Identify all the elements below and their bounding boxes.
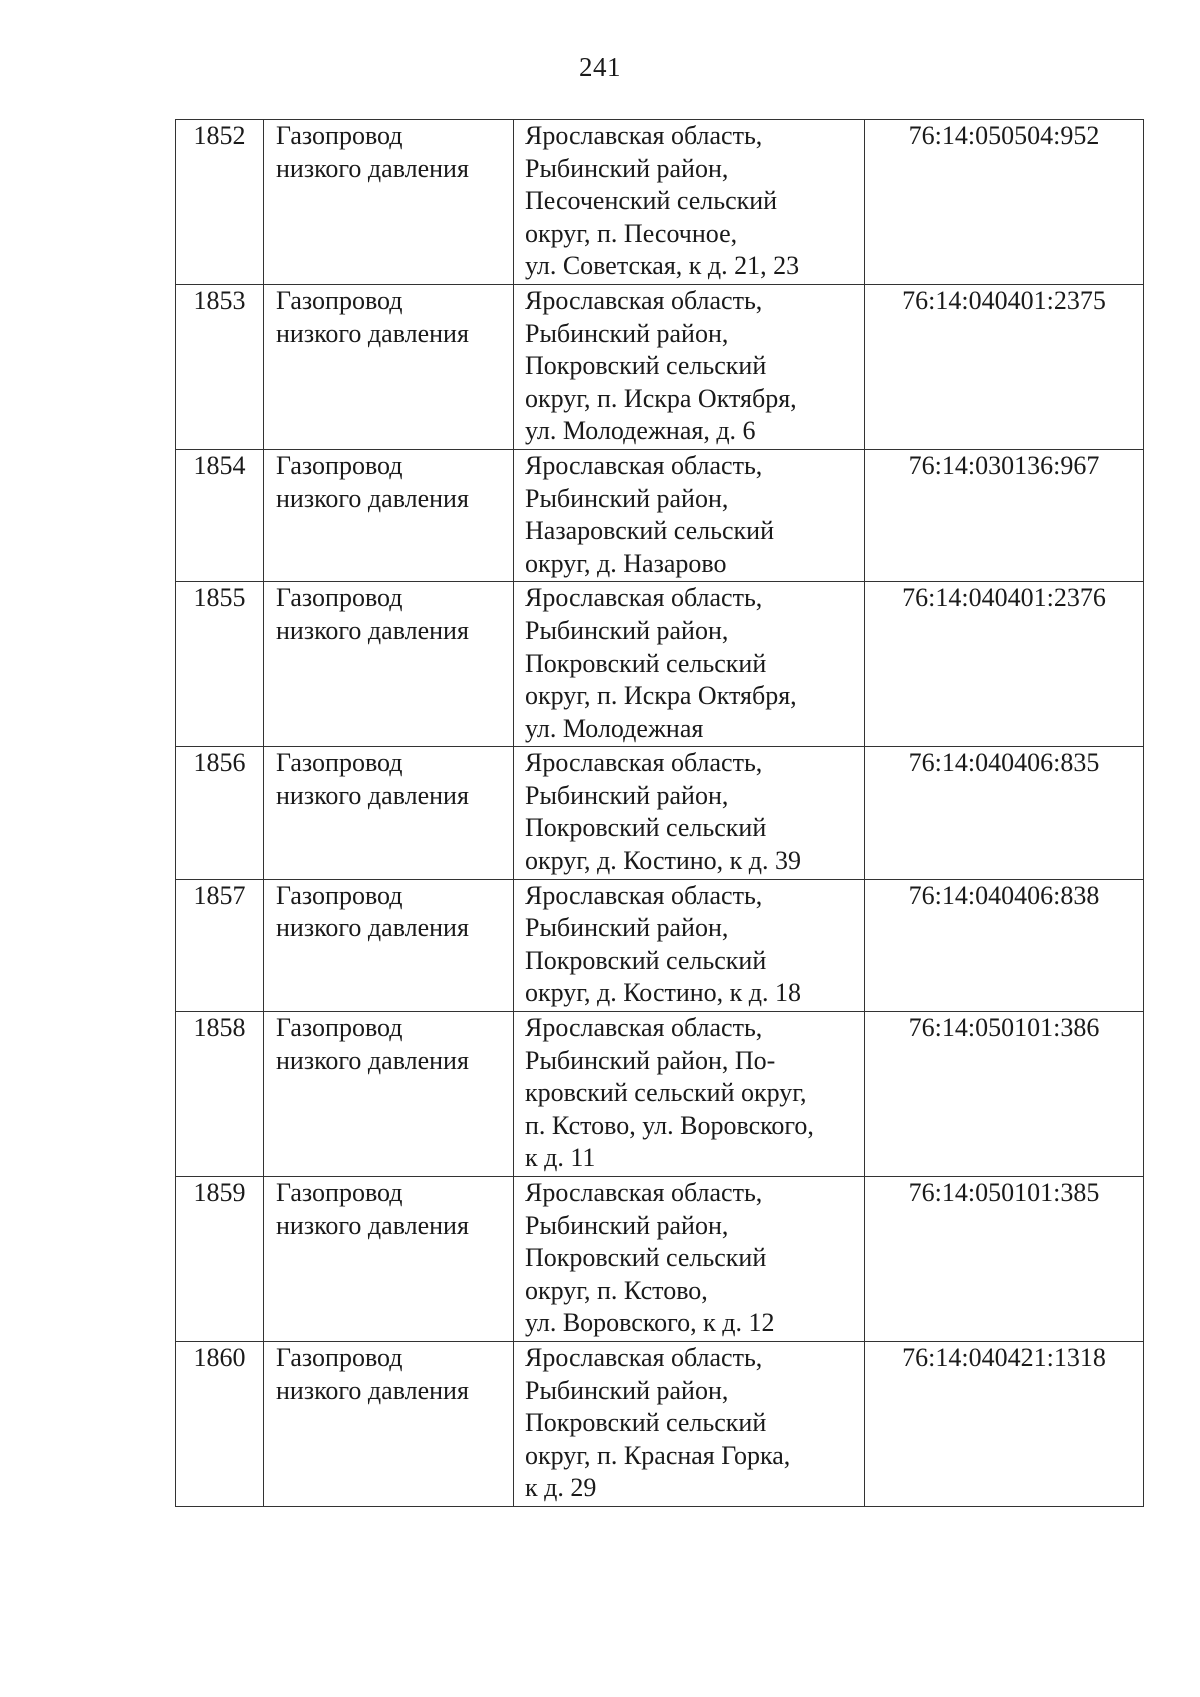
cadastral-number-cell: 76:14:040406:838	[865, 879, 1144, 1011]
object-name-text: Газопровод низкого давления	[276, 450, 469, 513]
object-name-text: Газопровод низкого давления	[276, 583, 469, 645]
row-number-cell: 1853	[176, 284, 264, 449]
table-row	[176, 449, 1144, 581]
object-name-cell	[264, 284, 514, 449]
address-text: Ярославская область, Рыбинский район, Покровский сельский округ, д. Костино, к д. 18	[525, 880, 802, 1008]
address-text: Ярославская область, Рыбинский район, Покровский сельский округ, п. Искра Октября, ул. Молодежная, д. 6	[525, 285, 797, 446]
address-cell	[514, 1012, 865, 1177]
page-number: 241	[579, 52, 621, 82]
address-cell	[514, 1177, 865, 1342]
table-row	[176, 582, 1144, 747]
object-name-text: Газопровод низкого давления	[276, 880, 469, 943]
address-cell	[514, 582, 865, 747]
cadastral-number-cell: 76:14:050504:952	[865, 120, 1144, 285]
cadastral-number-cell: 76:14:040401:2375	[865, 284, 1144, 449]
cadastral-number-cell: 76:14:040406:835	[865, 747, 1144, 879]
address-cell	[514, 747, 865, 879]
cadastral-number-cell: 76:14:050101:385	[865, 1177, 1144, 1342]
address-text: Ярославская область, Рыбинский район, Назаровский сельский округ, д. Назарово	[525, 450, 774, 578]
cadastral-number-cell: 76:14:050101:386	[865, 1012, 1144, 1177]
object-name-cell	[264, 1341, 514, 1506]
registry-table-body	[176, 120, 1144, 1507]
object-name-text: Газопровод низкого давления	[276, 1178, 469, 1240]
row-number-cell: 1856	[176, 747, 264, 879]
table-row	[176, 879, 1144, 1011]
table-row	[176, 1177, 1144, 1342]
address-text: Ярославская область, Рыбинский район, Покровский сельский округ, п. Красная Горка, к д. 29	[525, 1342, 791, 1503]
row-number-cell: 1858	[176, 1012, 264, 1177]
cadastral-number-cell: 76:14:040401:2376	[865, 582, 1144, 747]
address-text: Ярославская область, Рыбинский район, Покровский сельский округ, д. Костино, к д. 39	[525, 748, 802, 876]
object-name-cell	[264, 747, 514, 879]
address-cell	[514, 1341, 865, 1506]
address-text: Ярославская область, Рыбинский район, Песоченский сельский округ, п. Песочное, ул. Советская, к д. 21, 23	[525, 121, 800, 281]
object-name-cell	[264, 120, 514, 285]
row-number-cell: 1855	[176, 582, 264, 747]
object-name-text: Газопровод низкого давления	[276, 1013, 469, 1075]
object-name-cell	[264, 879, 514, 1011]
cadastral-number-cell: 76:14:040421:1318	[865, 1341, 1144, 1506]
object-name-text: Газопровод низкого давления	[276, 748, 469, 810]
row-number-cell: 1854	[176, 449, 264, 581]
address-cell	[514, 284, 865, 449]
object-name-cell	[264, 449, 514, 581]
address-text: Ярославская область, Рыбинский район, Покровский сельский округ, п. Кстово, ул. Воровского, к д. 12	[525, 1178, 775, 1338]
cadastral-number-cell: 76:14:030136:967	[865, 449, 1144, 581]
object-name-cell	[264, 1177, 514, 1342]
address-text: Ярославская область, Рыбинский район, По- кровский сельский округ, п. Кстово, ул. Воровского, к д. 11	[525, 1013, 814, 1173]
row-number-cell: 1852	[176, 120, 264, 285]
address-cell	[514, 120, 865, 285]
row-number-cell: 1859	[176, 1177, 264, 1342]
object-name-cell	[264, 582, 514, 747]
table-row	[176, 120, 1144, 285]
table-row	[176, 1012, 1144, 1177]
table-row	[176, 1341, 1144, 1506]
object-name-text: Газопровод низкого давления	[276, 121, 469, 183]
address-cell	[514, 879, 865, 1011]
table-row	[176, 747, 1144, 879]
registry-table	[175, 119, 1144, 1507]
row-number-cell: 1860	[176, 1341, 264, 1506]
object-name-text: Газопровод низкого давления	[276, 285, 469, 348]
address-text: Ярославская область, Рыбинский район, Покровский сельский округ, п. Искра Октября, ул. Молодежная	[525, 583, 797, 743]
row-number-cell: 1857	[176, 879, 264, 1011]
object-name-text: Газопровод низкого давления	[276, 1342, 469, 1405]
object-name-cell	[264, 1012, 514, 1177]
address-cell	[514, 449, 865, 581]
table-row	[176, 284, 1144, 449]
